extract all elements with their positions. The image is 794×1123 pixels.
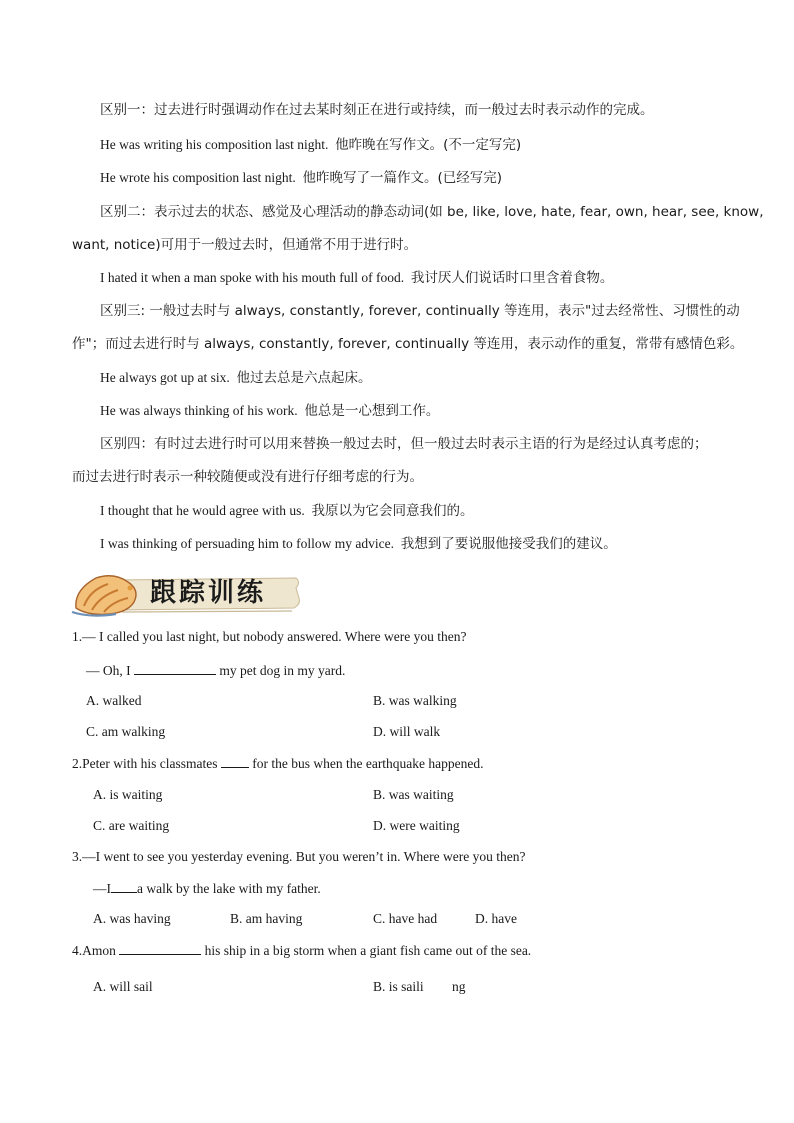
question-3-option-c[interactable]: C. have had [373, 911, 438, 926]
example-3b [100, 402, 439, 420]
example-chinese: 他昨晚在写作文。(不一定写完) [335, 137, 522, 153]
question-1-stem: 1.— I called you last night, but nobody answered. Where were you then? [72, 629, 467, 644]
stem-text: a walk by the lake with my father. [137, 881, 321, 896]
example-english: I thought that he would agree with us. [100, 503, 305, 518]
difference-one: 区别一：过去进行时强调动作在过去某时刻正在进行或持续，而一般过去时表示动作的完成。 [100, 102, 654, 118]
example-english: He always got up at six. [100, 370, 230, 385]
question-2-option-b[interactable]: B. was waiting [373, 787, 454, 802]
question-4-option-a[interactable]: A. will sail [93, 979, 153, 994]
question-2-stem [72, 754, 484, 773]
example-1a [100, 136, 521, 154]
example-chinese: 我原以为它会同意我们的。 [311, 503, 474, 519]
example-4a [100, 502, 473, 520]
example-chinese: 他过去总是六点起床。 [236, 370, 372, 386]
example-english: He was always thinking of his work. [100, 403, 298, 418]
difference-two-line1: 区别二：表示过去的状态、感觉及心理活动的静态动词(如 be, like, love, hate, fear, own, hear, see, know, [100, 204, 764, 220]
question-1-option-d[interactable]: D. will walk [373, 724, 441, 739]
stem-text: 2.Peter with his classmates [72, 756, 218, 771]
example-4b [100, 535, 617, 553]
difference-four-line1: 区别四：有时过去进行时可以用来替换一般过去时，但一般过去时表示主语的行为是经过认真考虑的； [100, 436, 708, 452]
question-3-option-d[interactable]: D. have [475, 911, 517, 926]
question-2-option-a[interactable]: A. is waiting [93, 787, 163, 802]
stem-text: for the bus when the earthquake happened. [252, 756, 484, 771]
example-3a [100, 369, 371, 387]
example-english: I hated it when a man spoke with his mouth full of food. [100, 270, 405, 285]
example-english: He wrote his composition last night. [100, 170, 296, 185]
example-chinese: 他昨晚写了一篇作文。(已经写完) [302, 170, 503, 186]
conch-shell-icon [72, 576, 136, 616]
question-1-option-b[interactable]: B. was walking [373, 693, 457, 708]
answer-blank[interactable] [119, 941, 201, 955]
question-1-option-a[interactable]: A. walked [86, 693, 142, 708]
question-4-option-b-fragment: ng [452, 979, 466, 994]
question-3-option-a[interactable]: A. was having [93, 911, 171, 926]
difference-two-line2: want, notice)可用于一般过去时，但通常不用于进行时。 [72, 237, 418, 253]
stem-text: —I [93, 881, 111, 896]
question-2-option-d[interactable]: D. were waiting [373, 818, 460, 833]
stem-text: my pet dog in my yard. [219, 663, 346, 678]
answer-blank[interactable] [111, 879, 137, 893]
difference-three-line1: 区别三: 一般过去时与 always, constantly, forever, continually 等连用，表示"过去经常性、习惯性的动 [100, 303, 740, 319]
question-2-option-c[interactable]: C. are waiting [93, 818, 170, 833]
section-title: 跟踪训练 [150, 578, 267, 608]
example-english: He was writing his composition last night. [100, 137, 329, 152]
stem-text: 4.Amon [72, 943, 116, 958]
question-1-option-c[interactable]: C. am walking [86, 724, 166, 739]
question-1-stem-line2 [86, 661, 345, 680]
example-chinese: 我讨厌人们说话时口里含着食物。 [410, 270, 614, 286]
example-english: I was thinking of persuading him to follow my advice. [100, 536, 394, 551]
question-3-stem: 3.—I went to see you yesterday evening. But you weren’t in. Where were you then? [72, 849, 526, 864]
answer-blank[interactable] [134, 661, 216, 675]
stem-text: his ship in a big storm when a giant fish came out of the sea. [204, 943, 532, 958]
difference-three-line2: 作"；而过去进行时与 always, constantly, forever, continually 等连用，表示动作的重复，常带有感情色彩。 [72, 336, 744, 352]
question-3-stem-line2 [93, 879, 321, 898]
question-4-option-b[interactable]: B. is saili [373, 979, 424, 994]
question-4-stem [72, 941, 531, 960]
example-1b [100, 169, 502, 187]
answer-blank[interactable] [221, 754, 249, 768]
stem-text: — Oh, I [86, 663, 131, 678]
difference-four-line2: 而过去进行时表示一种较随便或没有进行仔细考虑的行为。 [72, 469, 423, 485]
example-chinese: 我想到了要说服他接受我们的建议。 [400, 536, 617, 552]
question-3-option-b[interactable]: B. am having [230, 911, 303, 926]
example-chinese: 他总是一心想到工作。 [304, 403, 440, 419]
example-2 [100, 269, 613, 287]
